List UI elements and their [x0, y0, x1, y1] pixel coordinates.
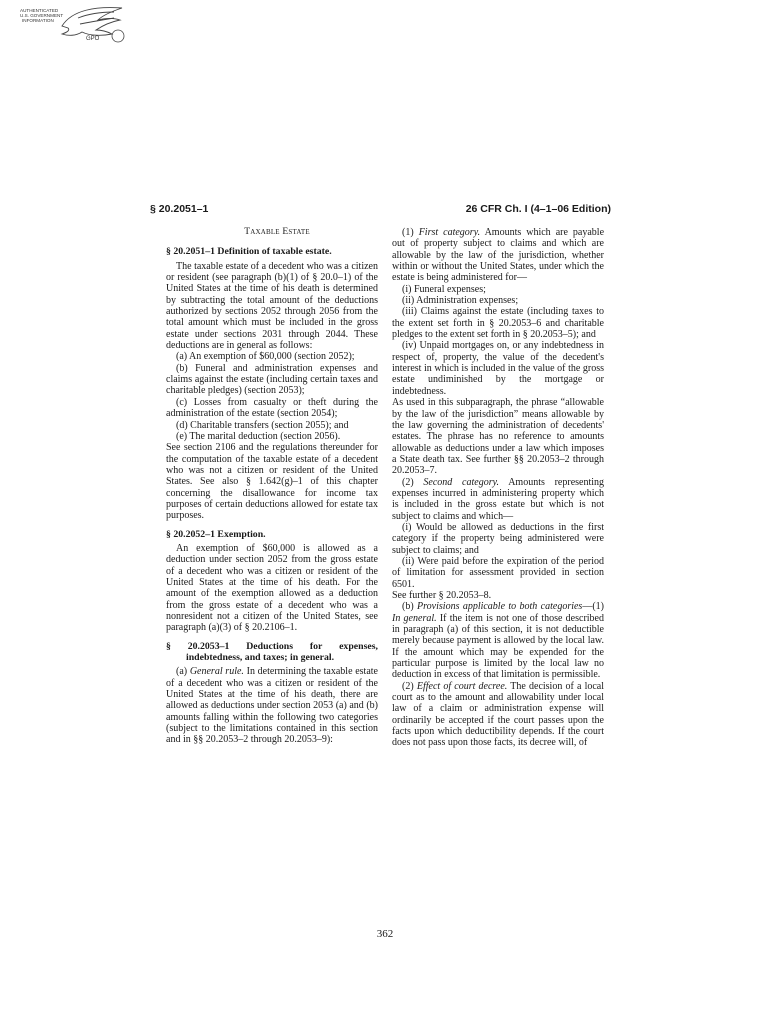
paragraph: An exemption of $60,000 is allowed as a deduction under section 2052 from the gross estate of a decedent who was a citizen or resident of the United States at the time of his death. For the amount of the exemption allowed as a deduction from the gross estate of a decedent who was a nonresident not a citizen of the United States, see paragraph (a)(3) of § 20.2106–1.	[166, 542, 378, 634]
paragraph: (b) Funeral and administration expenses and claims against the estate (including certain taxes and charitable pledges) (section 2053);	[166, 362, 378, 397]
left-column	[166, 227, 378, 746]
paragraph: (b) Provisions applicable to both categories—(1) In general. If the item is not one of those described in paragraph (a) of this section, it is not deductible merely because payment is allowed by the local law. If the amount which may be expended for the particular purpose is limited by the local law no deduction in excess of that limitation is permissible.	[392, 601, 604, 681]
paragraph: (c) Losses from casualty or theft during the administration of the estate (section 2054);	[166, 396, 378, 420]
gpo-eagle-icon	[18, 6, 140, 44]
paragraph: (ii) Administration expenses;	[402, 295, 519, 307]
page-number: 362	[376, 928, 394, 940]
paragraph: (i) Funeral expenses;	[402, 283, 486, 295]
paragraph: (2) Second category. Amounts representing expenses incurred in administering property which is included in the gross estate but which is not subject to claims and which—	[392, 476, 605, 522]
paragraph: (1) First category. Amounts which are payable out of property subject to claims and which are allowable by the law of the jurisdiction, whether within or without the United States, under which the estate is being administered for—	[392, 227, 605, 284]
gpo-authentication-seal	[18, 6, 140, 44]
paragraph: As used in this subparagraph, the phrase “allowable by the law of the jurisdiction” means allowable by the law governing the administration of decedents' estates. The phrase has no reference to amounts allowable as deductions under a law which imposes a State death tax. See further §§ 20.2053–2 through 20.2053–7.	[392, 397, 604, 477]
paragraph: See further § 20.2053–8.	[392, 590, 492, 601]
right-column	[392, 227, 604, 749]
paragraph: (e) The marital deduction (section 2056).	[176, 430, 341, 442]
stamp-line-2: U.S. GOVERNMENT	[20, 13, 64, 18]
paragraph: The taxable estate of a decedent who was a citizen or resident (see paragraph (b)(1) of § 20.0–1) of the United States at the time of his death is determined by subtracting the total amount of the deductions authorized by sections 2052 through 2056 from the total amount which must be included in the gross estate under sections 2031 through 2044. These deductions are in general as follows:	[166, 260, 378, 352]
paragraph: (a) General rule. In determining the taxable estate of a decedent who was a citizen or resident of the United States at the time of his death, there are allowed as deductions under section 2053 (a) and (b) amounts falling within the following two categories (subject to the limitations contained in this section and in §§ 20.2053–2 through 20.2053–9):	[166, 666, 378, 746]
stamp-line-1: AUTHENTICATED	[20, 8, 59, 13]
running-header-section: § 20.2051–1	[150, 203, 209, 215]
paragraph: (iv) Unpaid mortgages on, or any indebtedness in respect of, property, the value of the decedent's interest in which is included in the value of the gross estate undiminished by the mortgage or indebtedness.	[392, 340, 604, 397]
paragraph: (2) Effect of court decree. The decision of a local court as to the amount and allowability under local law of a claim or administration expense will ordinarily be accepted if the court passes upon the facts upon which deductibility depends. If the court does not pass upon those facts, its decree will, of	[392, 680, 605, 749]
section-20-2053-1-heading: § 20.2053–1 Deductions for expenses, indebtedness, and taxes; in general.	[166, 640, 378, 664]
running-header-title: 26 CFR Ch. I (4–1–06 Edition)	[465, 203, 611, 215]
paragraph: See section 2106 and the regulations thereunder for the computation of the taxable estate of a decedent who was not a citizen or resident of the United States. See also § 1.642(g)–1 of this chapter concerning the disallowance for income tax purposes of certain deductions allowed for estate tax purposes.	[166, 442, 378, 522]
paragraph: (d) Charitable transfers (section 2055); and	[176, 419, 349, 431]
section-20-2052-1-heading: § 20.2052–1 Exemption.	[166, 528, 266, 540]
stamp-gpo: GPO	[86, 36, 100, 42]
center-heading: Taxable Estate	[244, 227, 310, 237]
stamp-line-3: INFORMATION	[22, 18, 54, 23]
paragraph: (i) Would be allowed as deductions in the first category if the property being administered were subject to claims; and	[392, 521, 604, 556]
paragraph: (iii) Claims against the estate (including taxes to the extent set forth in § 20.2053–6 and charitable pledges to the extent set forth in § 20.2053–5); and	[392, 306, 604, 341]
paragraph: (a) An exemption of $60,000 (section 2052);	[176, 351, 355, 363]
section-20-2051-1-heading: § 20.2051–1 Definition of taxable estate.	[166, 246, 332, 258]
paragraph: (ii) Were paid before the expiration of the period of limitation for assessment provided in section 6501.	[392, 555, 604, 590]
